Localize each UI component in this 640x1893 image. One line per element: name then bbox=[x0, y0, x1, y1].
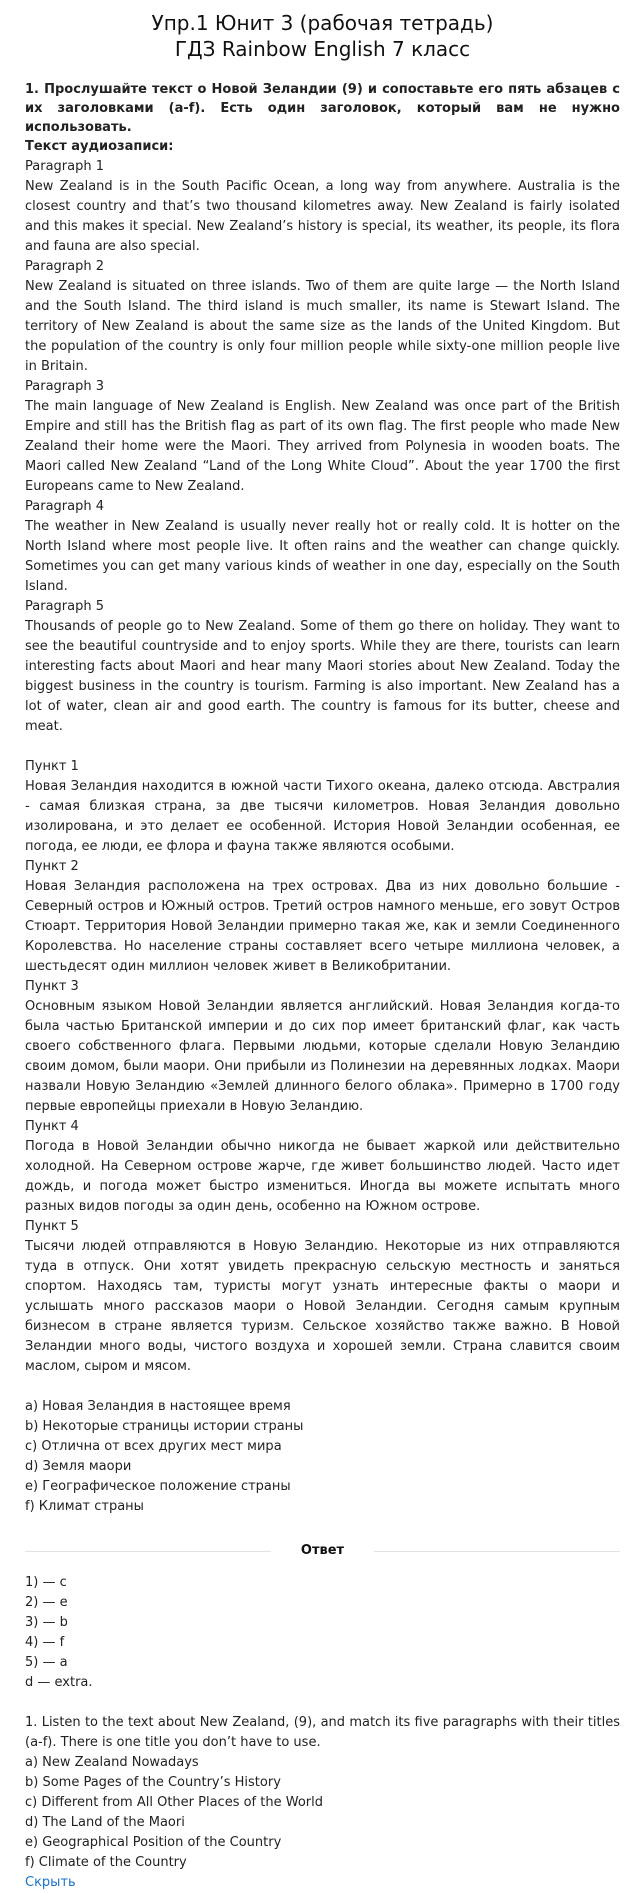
spacer bbox=[25, 1377, 620, 1397]
hide-link[interactable]: Скрыть bbox=[25, 1875, 76, 1890]
english-paragraphs bbox=[25, 157, 620, 737]
paragraph-text: Основным языком Новой Зеландии является английский. Новая Зеландия когда-то была частью Британской империи и до сих пор имеет британский флаг, как часть своего собственного флага. Первыми людьми, которые сделали Новую Зеландию своим домом, были маори. Они прибыли из Полинезии на деревянных лодках. Маори назвали Новую Зеландию «Землей длинного белого облака». Примерно в 1700 году первые европейцы приехали в Новую Зеландию. bbox=[25, 999, 620, 1114]
paragraph-title: Пункт 1 bbox=[25, 759, 79, 774]
answer-item: d — extra. bbox=[25, 1675, 93, 1690]
paragraph-text: New Zealand is in the South Pacific Ocean, a long way from anywhere. Australia is the closest country and that’s two thousand kilometres away. New Zealand is fairly isolated and this makes it special. New Zealand’s history is special, its weather, its people, its flora and fauna are also special. bbox=[25, 179, 620, 254]
option-item: d) The Land of the Maori bbox=[25, 1815, 185, 1830]
paragraph-text: New Zealand is situated on three islands. Two of them are quite large — the North Island and the South Island. The third island is much smaller, its name is Stewart Island. The territory of New Zealand is about the same size as the lands of the United Kingdom. But the population of the country is only four million people while sixty-one million people live in Britain. bbox=[25, 279, 620, 374]
task-instruction: 1. Прослушайте текст о Новой Зеландии (9) и сопоставьте его пять абзацев с их заголовками (a-f). Есть один заголовок, который вам не нужно использовать. bbox=[25, 82, 620, 135]
paragraph-text: The main language of New Zealand is English. New Zealand was once part of the British Empire and still has the British flag as part of its own flag. The first people who made New Zealand their home were the Maori. They arrived from Polynesia in wooden boats. The Maori called New Zealand “Land of the Long White Cloud”. About the year 1700 the first Europeans came to New Zealand. bbox=[25, 399, 620, 494]
paragraph-title: Paragraph 3 bbox=[25, 379, 104, 394]
paragraph-title: Пункт 4 bbox=[25, 1119, 79, 1134]
divider-line bbox=[374, 1551, 620, 1552]
answer-heading: Ответ bbox=[300, 1543, 345, 1558]
russian-paragraphs bbox=[25, 757, 620, 1377]
answers-list bbox=[25, 1573, 620, 1693]
option-item: f) Climate of the Country bbox=[25, 1855, 187, 1870]
answer-item: 3) — b bbox=[25, 1615, 68, 1630]
page-title-line-1: Упр.1 Юнит 3 (рабочая тетрадь) bbox=[151, 11, 494, 35]
paragraph-title: Пункт 3 bbox=[25, 979, 79, 994]
paragraph-text: The weather in New Zealand is usually never really hot or really cold. It is hotter on the North Island where most people live. It often rains and the weather can change quickly. Sometimes you can get many various kinds of weather in one day, especially on the South Island. bbox=[25, 519, 620, 594]
option-item: f) Климат страны bbox=[25, 1499, 144, 1514]
option-item: b) Some Pages of the Country’s History bbox=[25, 1775, 281, 1790]
page-title bbox=[25, 10, 620, 62]
answer-item: 1) — c bbox=[25, 1575, 67, 1590]
option-item: d) Земля маори bbox=[25, 1459, 132, 1474]
spacer bbox=[25, 737, 620, 757]
english-task-instruction: 1. Listen to the text about New Zealand, (9), and match its five paragraphs with their titles (a-f). There is one title you don’t have to use. bbox=[25, 1715, 620, 1750]
page-title-line-2: ГДЗ Rainbow English 7 класс bbox=[174, 37, 471, 61]
english-options-list bbox=[25, 1753, 620, 1873]
answer-divider bbox=[25, 1541, 620, 1561]
paragraph-text: Новая Зеландия расположена на трех островах. Два из них довольно большие - Северный остров и Южный остров. Третий остров намного меньше, его зовут Остров Стюарт. Территория Новой Зеландии примерно такая же, как и земли Соединенного Королевства. Но население страны составляет всего четыре миллиона человек, а шестьдесят один миллион человек живет в Великобритании. bbox=[25, 879, 620, 974]
audio-label: Текст аудиозаписи: bbox=[25, 139, 174, 154]
spacer bbox=[25, 1693, 620, 1713]
option-item: b) Некоторые страницы истории страны bbox=[25, 1419, 304, 1434]
paragraph-text: Тысячи людей отправляются в Новую Зеландию. Некоторые из них отправляются туда в отпуск. Они хотят увидеть прекрасную сельскую местность и заняться спортом. Находясь там, туристы могут узнать интересные факты о маори и услышать много рассказов маори о Новой Зеландии. Сегодня самым крупным бизнесом в стране является туризм. Сельское хозяйство также важно. В Новой Зеландии много воды, чистого воздуха и хорошей земли. Страна славится своим маслом, сыром и мясом. bbox=[25, 1239, 620, 1374]
option-item: e) Географическое положение страны bbox=[25, 1479, 291, 1494]
paragraph-title: Paragraph 1 bbox=[25, 159, 104, 174]
paragraph-text: Новая Зеландия находится в южной части Тихого океана, далеко отсюда. Австралия - самая близкая страна, за две тысячи километров. Новая Зеландия довольно изолирована, и это делает ее особенной. История Новой Зеландии особенная, ее погода, ее люди, ее флора и фауна также являются особыми. bbox=[25, 779, 620, 854]
paragraph-title: Пункт 5 bbox=[25, 1219, 79, 1234]
option-item: a) New Zealand Nowadays bbox=[25, 1755, 199, 1770]
paragraph-title: Paragraph 4 bbox=[25, 499, 104, 514]
answer-item: 2) — e bbox=[25, 1595, 68, 1610]
divider-line bbox=[25, 1551, 271, 1552]
option-item: c) Different from All Other Places of the World bbox=[25, 1795, 323, 1810]
option-item: c) Отлична от всех других мест мира bbox=[25, 1439, 282, 1454]
option-item: e) Geographical Position of the Country bbox=[25, 1835, 282, 1850]
paragraph-title: Paragraph 2 bbox=[25, 259, 104, 274]
answer-item: 5) — a bbox=[25, 1655, 68, 1670]
option-item: a) Новая Зеландия в настоящее время bbox=[25, 1399, 291, 1414]
russian-options-list bbox=[25, 1397, 620, 1517]
paragraph-title: Пункт 2 bbox=[25, 859, 79, 874]
paragraph-title: Paragraph 5 bbox=[25, 599, 104, 614]
paragraph-text: Thousands of people go to New Zealand. Some of them go there on holiday. They want to see the beautiful countryside and to enjoy sports. While they are there, tourists can learn interesting facts about Maori and hear many Maori stories about New Zealand. Today the biggest business in the country is tourism. Farming is also important. New Zealand has a lot of water, clean air and good earth. The country is famous for its butter, cheese and meat. bbox=[25, 619, 620, 734]
answer-item: 4) — f bbox=[25, 1635, 65, 1650]
paragraph-text: Погода в Новой Зеландии обычно никогда не бывает жаркой или действительно холодной. На Северном острове жарче, где живет большинство людей. Часто идет дождь, и погода может быстро измениться. Иногда вы можете испытать много разных видов погоды за один день, особенно на Южном острове. bbox=[25, 1139, 620, 1214]
